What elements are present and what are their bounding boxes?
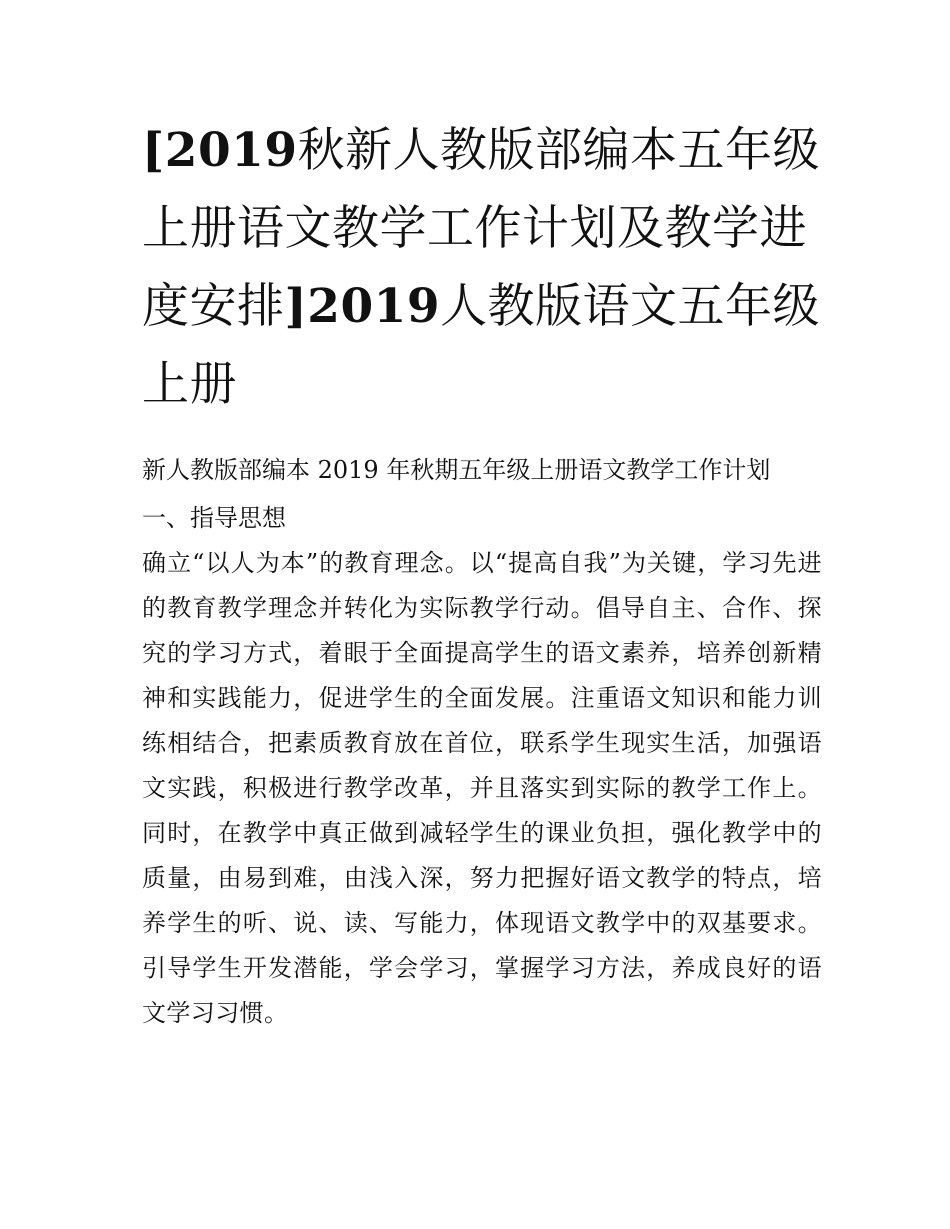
document-title [142, 112, 822, 424]
section-paragraph-guiding-ideology: 确立“以人为本”的教育理念。以“提高自我”为关键，学习先进的教育教学理念并转化为实际教学行动。倡导自主、合作、探究的学习方式，着眼于全面提高学生的语文素养，培养创新精神和实践能力，促进学生的全面发展。注重语文知识和能力训练相结合，把素质教育放在首位，联系学生现实生活，加强语文实践，积极进行教学改革，并且落实到实际的教学工作上。同时，在教学中真正做到减轻学生的课业负担，强化教学中的质量，由易到难，由浅入深，努力把握好语文教学的特点，培养学生的听、说、读、写能力，体现语文教学中的双基要求。引导学生开发潜能，学会学习，掌握学习方法，养成良好的语文学习习惯。 [142, 549, 822, 1027]
section-heading-guiding-ideology: 一、指导思想 [142, 504, 286, 532]
title-part-2: 秋新人教版部编本五年级上册语文教学工作计划及教学进度安排 [142, 123, 821, 334]
title-part-4: 人教版语文五年级上册 [142, 279, 821, 412]
title-part-3: ]2019 [284, 279, 441, 334]
title-part-1: [2019 [142, 123, 298, 178]
document-body [142, 112, 822, 1036]
document-subtitle: 新人教版部编本 2019 年秋期五年级上册语文教学工作计划 [142, 456, 771, 484]
